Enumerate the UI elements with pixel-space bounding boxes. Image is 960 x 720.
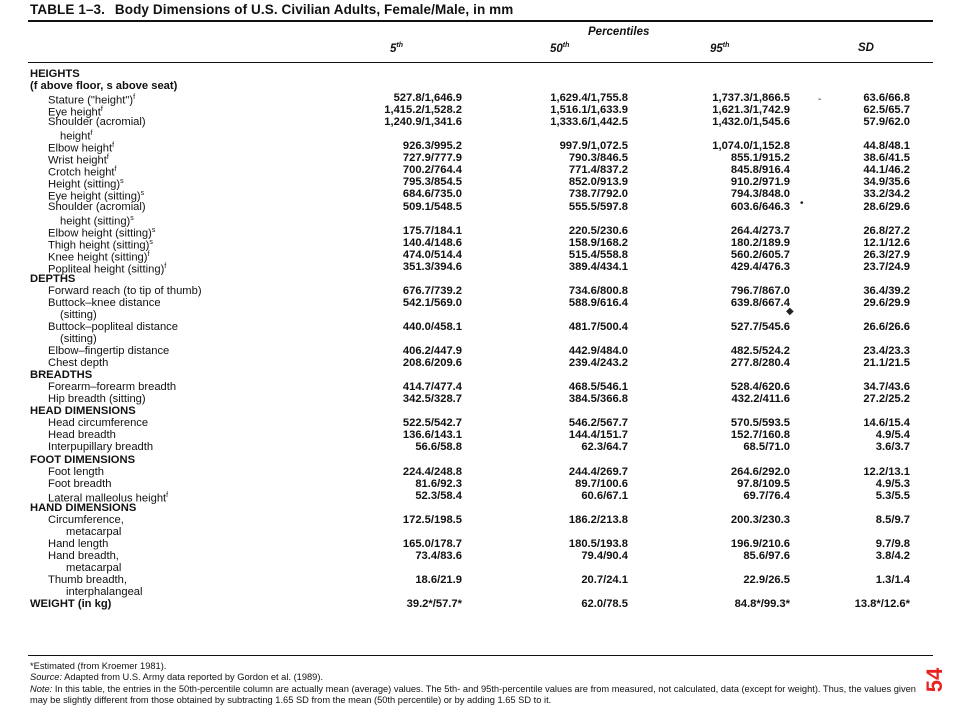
value-sd: 57.9/62.0 bbox=[863, 116, 910, 129]
label-superscript: f bbox=[114, 166, 117, 174]
table-number: TABLE 1–3. bbox=[30, 2, 106, 17]
table-title bbox=[30, 2, 930, 17]
table-row bbox=[30, 345, 930, 357]
table-row bbox=[30, 285, 930, 297]
table-row bbox=[30, 478, 930, 490]
value-sd: 13.8*/12.6* bbox=[854, 598, 910, 611]
table-row bbox=[30, 224, 930, 240]
value-sd: 23.7/24.9 bbox=[863, 260, 910, 273]
row-label: (sitting) bbox=[60, 333, 97, 346]
value-95th: 432.2/411.6 bbox=[731, 393, 790, 406]
value-50th: 60.6/67.1 bbox=[581, 489, 628, 502]
value-5th: 522.5/542.7 bbox=[402, 417, 462, 430]
section-heading: (f above floor, s above seat) bbox=[30, 80, 178, 93]
table-row bbox=[30, 550, 930, 562]
row-label: Hand breadth, bbox=[48, 549, 119, 562]
value-sd: 14.6/15.4 bbox=[863, 417, 910, 430]
value-95th: 1,737.3/1,866.5 bbox=[712, 92, 790, 105]
value-50th: 180.5/193.8 bbox=[568, 537, 628, 550]
value-sd: 1.3/1.4 bbox=[875, 573, 910, 586]
table-row bbox=[30, 188, 930, 204]
value-sd: 38.6/41.5 bbox=[863, 152, 910, 165]
row-label: Hip breadth (sitting) bbox=[48, 393, 146, 406]
scan-mark: - bbox=[818, 94, 822, 105]
value-5th: 172.5/198.5 bbox=[402, 513, 462, 526]
table-row bbox=[30, 176, 930, 192]
value-sd: 36.4/39.2 bbox=[863, 284, 910, 297]
section-row bbox=[30, 80, 930, 92]
row-label: Shoulder (acromial) bbox=[48, 200, 146, 213]
percentiles-header: Percentiles bbox=[588, 26, 650, 38]
row-label: interphalangeal bbox=[66, 586, 143, 599]
row-label: height bbox=[60, 130, 91, 143]
row-label: Eye height bbox=[48, 106, 101, 119]
table-row bbox=[30, 128, 930, 143]
value-sd: 5.3/5.5 bbox=[875, 489, 910, 502]
value-sd: 21.1/21.5 bbox=[863, 357, 910, 370]
col-header-sd: SD bbox=[858, 42, 874, 54]
label-superscript: f bbox=[106, 154, 109, 162]
value-95th: 84.8*/99.3* bbox=[734, 598, 790, 611]
table-row bbox=[30, 562, 930, 574]
table-row bbox=[30, 489, 930, 505]
label-superscript: f bbox=[166, 491, 169, 499]
table-row bbox=[30, 441, 930, 453]
table-row bbox=[30, 201, 930, 213]
row-label: Forward reach (to tip of thumb) bbox=[48, 284, 202, 297]
value-sd: 12.1/12.6 bbox=[863, 236, 910, 249]
value-95th: 639.8/667.4 bbox=[730, 296, 790, 309]
value-95th: 22.9/26.5 bbox=[743, 573, 790, 586]
row-label: Popliteal height (sitting) bbox=[48, 263, 165, 276]
section-row bbox=[30, 68, 930, 80]
value-5th: 73.4/83.6 bbox=[415, 549, 462, 562]
value-5th: 414.7/477.4 bbox=[402, 381, 462, 394]
value-5th: 165.0/178.7 bbox=[402, 537, 462, 550]
value-50th: 239.4/243.2 bbox=[568, 357, 628, 370]
section-row bbox=[30, 273, 930, 285]
table-row bbox=[30, 586, 930, 598]
value-5th: 52.3/58.4 bbox=[415, 489, 462, 502]
label-superscript: s bbox=[120, 178, 124, 186]
row-label: metacarpal bbox=[66, 525, 122, 538]
value-50th: 1,629.4/1,755.8 bbox=[550, 92, 628, 105]
value-95th: 97.8/109.5 bbox=[737, 477, 790, 490]
value-95th: 68.5/71.0 bbox=[743, 441, 790, 454]
value-50th: 62.3/64.7 bbox=[581, 441, 628, 454]
row-label: Foot breadth bbox=[48, 477, 112, 490]
value-5th: 700.2/764.4 bbox=[402, 164, 462, 177]
section-heading: DEPTHS bbox=[30, 272, 76, 285]
row-label: Buttock–knee distance bbox=[48, 296, 161, 309]
value-95th: 603.6/646.3 bbox=[730, 200, 790, 213]
table-row bbox=[30, 417, 930, 429]
row-label: Height (sitting) bbox=[48, 179, 121, 192]
value-95th: 1,432.0/1,545.6 bbox=[712, 116, 790, 129]
value-50th: 384.5/366.8 bbox=[568, 393, 628, 406]
value-5th: 676.7/739.2 bbox=[402, 284, 462, 297]
value-50th: 144.4/151.7 bbox=[568, 429, 628, 442]
value-50th: 738.7/792.0 bbox=[568, 188, 628, 201]
value-95th: 264.6/292.0 bbox=[730, 465, 790, 478]
value-sd: 27.2/25.2 bbox=[863, 393, 910, 406]
value-50th: 79.4/90.4 bbox=[581, 549, 628, 562]
value-5th: 81.6/92.3 bbox=[415, 477, 462, 490]
table-row bbox=[30, 526, 930, 538]
value-95th: 560.2/605.7 bbox=[730, 248, 790, 261]
row-label: Shoulder (acromial) bbox=[48, 116, 146, 129]
value-sd: 62.5/65.7 bbox=[863, 104, 910, 117]
row-label: Head breadth bbox=[48, 429, 116, 442]
value-sd: 44.8/48.1 bbox=[863, 140, 910, 153]
table-row bbox=[30, 574, 930, 586]
value-95th: 85.6/97.6 bbox=[743, 549, 790, 562]
note-main: Note: In this table, the entries in the 50th-percentile column are actually mean (average) values. The 5th- and 95th-percentile values are from measured, not calculated, data (except for weight). Thus, the values given may be slightly different from those obtained by subtracting 1.65 SD from the mean (50th percentile) or by adding 1.65 SD to it. bbox=[30, 683, 916, 706]
value-95th: 277.8/280.4 bbox=[730, 357, 790, 370]
value-sd: 26.6/26.6 bbox=[863, 320, 910, 333]
value-5th: 926.3/995.2 bbox=[402, 140, 462, 153]
section-heading: HEIGHTS bbox=[30, 68, 80, 80]
col-header-5th: 5th bbox=[390, 42, 404, 55]
table-row bbox=[30, 152, 930, 168]
value-5th: 208.6/209.6 bbox=[402, 357, 462, 370]
value-50th: 546.2/567.7 bbox=[568, 417, 628, 430]
table-row bbox=[30, 236, 930, 252]
value-5th: 527.8/1,646.9 bbox=[393, 92, 462, 105]
value-sd: 28.6/29.6 bbox=[863, 200, 910, 213]
table-row bbox=[30, 538, 930, 550]
row-label: Thumb breadth, bbox=[48, 573, 127, 586]
row-label: Interpupillary breadth bbox=[48, 441, 154, 454]
row-label: Foot length bbox=[48, 465, 104, 478]
row-label: Chest depth bbox=[48, 357, 109, 370]
row-label: Knee height (sitting) bbox=[48, 251, 148, 264]
value-50th: 20.7/24.1 bbox=[581, 573, 628, 586]
value-95th: 200.3/230.3 bbox=[730, 513, 790, 526]
table-row bbox=[30, 104, 930, 119]
row-label: Elbow height bbox=[48, 143, 113, 156]
value-5th: 140.4/148.6 bbox=[402, 236, 462, 249]
col-header-50th: 50th bbox=[550, 42, 570, 55]
value-95th: 910.2/971.9 bbox=[730, 176, 790, 189]
label-superscript: f bbox=[133, 94, 136, 102]
value-5th: 795.3/854.5 bbox=[402, 176, 462, 189]
value-50th: 468.5/546.1 bbox=[568, 381, 628, 394]
table-row bbox=[30, 297, 930, 309]
value-50th: 515.4/558.8 bbox=[568, 248, 628, 261]
row-label: Circumference, bbox=[48, 513, 124, 526]
value-5th: 136.6/143.1 bbox=[402, 429, 462, 442]
value-sd: 12.2/13.1 bbox=[863, 465, 910, 478]
label-superscript: s bbox=[151, 226, 156, 234]
section-row bbox=[30, 454, 930, 466]
value-sd: 29.6/29.9 bbox=[863, 296, 910, 309]
label-superscript: f bbox=[147, 250, 150, 258]
value-sd: 23.4/23.3 bbox=[863, 345, 910, 358]
value-sd: 3.8/4.2 bbox=[875, 549, 910, 562]
row-label: Eye height (sitting) bbox=[48, 191, 141, 204]
value-sd: 4.9/5.3 bbox=[875, 477, 910, 490]
value-50th: 89.7/100.6 bbox=[575, 477, 628, 490]
value-95th: 482.5/524.2 bbox=[730, 345, 790, 358]
value-95th: 528.4/620.6 bbox=[730, 381, 790, 394]
value-5th: 440.0/458.1 bbox=[402, 320, 462, 333]
label-superscript: s bbox=[140, 190, 145, 198]
value-50th: 997.9/1,072.5 bbox=[559, 140, 628, 153]
value-50th: 62.0/78.5 bbox=[581, 598, 628, 611]
value-50th: 389.4/434.1 bbox=[568, 260, 628, 273]
table-row bbox=[30, 92, 930, 107]
section-row bbox=[30, 598, 930, 610]
value-5th: 175.7/184.1 bbox=[402, 224, 462, 237]
label-superscript: f bbox=[164, 262, 167, 270]
table-row bbox=[30, 333, 930, 345]
value-5th: 727.9/777.9 bbox=[402, 152, 462, 165]
value-95th: 845.8/916.4 bbox=[730, 164, 790, 177]
header-rule bbox=[28, 62, 933, 63]
value-50th: 734.6/800.8 bbox=[568, 284, 628, 297]
value-50th: 1,333.6/1,442.5 bbox=[550, 116, 628, 129]
value-5th: 18.6/21.9 bbox=[415, 573, 462, 586]
row-label: Stature ("height") bbox=[48, 94, 134, 107]
value-95th: 794.3/848.0 bbox=[730, 188, 790, 201]
value-95th: 69.7/76.4 bbox=[743, 489, 790, 502]
value-95th: 180.2/189.9 bbox=[730, 236, 790, 249]
row-label: Elbow height (sitting) bbox=[48, 227, 152, 240]
value-5th: 39.2*/57.7* bbox=[406, 598, 462, 611]
value-5th: 474.0/514.4 bbox=[402, 248, 462, 261]
table-row bbox=[30, 309, 930, 321]
value-50th: 1,516.1/1,633.9 bbox=[550, 104, 628, 117]
section-heading: HEAD DIMENSIONS bbox=[30, 405, 136, 418]
note-estimated: *Estimated (from Kroemer 1981). bbox=[30, 661, 167, 671]
value-5th: 351.3/394.6 bbox=[402, 260, 462, 273]
row-label: (sitting) bbox=[60, 308, 97, 321]
row-label: Wrist height bbox=[48, 155, 107, 168]
value-5th: 1,240.9/1,341.6 bbox=[384, 116, 462, 129]
value-sd: 4.9/5.4 bbox=[875, 429, 910, 442]
table-row bbox=[30, 357, 930, 369]
table-title-text: Body Dimensions of U.S. Civilian Adults, Female/Male, in mm bbox=[114, 2, 514, 17]
value-50th: 852.0/913.9 bbox=[568, 176, 628, 189]
section-row bbox=[30, 369, 930, 381]
label-superscript: f bbox=[100, 106, 103, 114]
value-50th: 186.2/213.8 bbox=[568, 513, 628, 526]
value-sd: 8.5/9.7 bbox=[875, 513, 910, 526]
row-label: Hand length bbox=[48, 537, 109, 550]
section-heading: HAND DIMENSIONS bbox=[30, 501, 137, 514]
value-95th: 152.7/160.8 bbox=[730, 429, 790, 442]
table-row bbox=[30, 514, 930, 526]
table-row bbox=[30, 164, 930, 180]
value-5th: 509.1/548.5 bbox=[402, 200, 462, 213]
bottom-rule bbox=[28, 655, 933, 656]
label-superscript: f bbox=[90, 130, 93, 138]
section-row bbox=[30, 405, 930, 417]
table-row bbox=[30, 381, 930, 393]
value-sd: 33.2/34.2 bbox=[863, 188, 910, 201]
row-label: Thigh height (sitting) bbox=[48, 239, 150, 252]
dimensions-table bbox=[30, 68, 930, 610]
value-sd: 9.7/9.8 bbox=[875, 537, 910, 550]
table-row bbox=[30, 466, 930, 478]
value-sd: 63.6/66.8 bbox=[863, 92, 910, 105]
table-row bbox=[30, 260, 930, 276]
row-label: Buttock–popliteal distance bbox=[48, 320, 178, 333]
value-50th: 790.3/846.5 bbox=[568, 152, 628, 165]
value-sd: 34.7/43.6 bbox=[863, 381, 910, 394]
table-row bbox=[30, 321, 930, 333]
scan-mark: • bbox=[800, 198, 804, 209]
value-95th: 196.9/210.6 bbox=[730, 537, 790, 550]
table-notes bbox=[30, 661, 925, 707]
value-50th: 555.5/597.8 bbox=[568, 200, 628, 213]
value-5th: 224.4/248.8 bbox=[402, 465, 462, 478]
section-heading: FOOT DIMENSIONS bbox=[30, 453, 136, 466]
label-superscript: f bbox=[112, 142, 115, 150]
value-5th: 542.1/569.0 bbox=[402, 296, 462, 309]
value-95th: 429.4/476.3 bbox=[730, 260, 790, 273]
row-label: Forearm–forearm breadth bbox=[48, 381, 177, 394]
value-sd: 26.3/27.9 bbox=[863, 248, 910, 261]
table-row bbox=[30, 140, 930, 156]
value-95th: 570.5/593.5 bbox=[730, 417, 790, 430]
value-95th: 1,621.3/1,742.9 bbox=[712, 104, 790, 117]
label-superscript: s bbox=[149, 238, 153, 246]
value-5th: 56.6/58.8 bbox=[415, 441, 462, 454]
label-superscript: s bbox=[130, 214, 134, 222]
value-95th: 855.1/915.2 bbox=[730, 152, 790, 165]
row-label: Head circumference bbox=[48, 417, 149, 430]
value-95th: 264.4/273.7 bbox=[730, 224, 790, 237]
row-label: Elbow–fingertip distance bbox=[48, 345, 170, 358]
value-50th: 771.4/837.2 bbox=[568, 164, 628, 177]
row-label: metacarpal bbox=[66, 561, 122, 574]
page-number: 54 bbox=[922, 667, 947, 693]
table-row bbox=[30, 429, 930, 441]
row-label: Lateral malleolus height bbox=[48, 492, 167, 505]
value-95th: 527.7/545.6 bbox=[730, 320, 790, 333]
value-50th: 442.9/484.0 bbox=[568, 345, 628, 358]
value-50th: 158.9/168.2 bbox=[568, 236, 628, 249]
value-95th: 796.7/867.0 bbox=[730, 284, 790, 297]
value-50th: 244.4/269.7 bbox=[568, 465, 628, 478]
table-row bbox=[30, 393, 930, 405]
table-row bbox=[30, 213, 930, 228]
section-heading: BREADTHS bbox=[30, 369, 93, 382]
value-50th: 481.7/500.4 bbox=[568, 320, 628, 333]
value-sd: 34.9/35.6 bbox=[863, 176, 910, 189]
value-5th: 684.6/735.0 bbox=[402, 188, 462, 201]
note-source: Source: Adapted from U.S. Army data reported by Gordon et al. (1989). bbox=[30, 672, 324, 683]
section-row bbox=[30, 502, 930, 514]
value-50th: 588.9/616.4 bbox=[568, 296, 628, 309]
value-sd: 26.8/27.2 bbox=[863, 224, 910, 237]
row-label: height (sitting) bbox=[60, 215, 131, 228]
top-rule bbox=[28, 20, 933, 22]
value-5th: 1,415.2/1,528.2 bbox=[384, 104, 462, 117]
section-heading: WEIGHT (in kg) bbox=[30, 598, 112, 611]
value-5th: 406.2/447.9 bbox=[402, 345, 462, 358]
row-label: Crotch height bbox=[48, 167, 115, 180]
value-5th: 342.5/328.7 bbox=[402, 393, 462, 406]
table-row bbox=[30, 116, 930, 128]
value-sd: 3.6/3.7 bbox=[875, 441, 910, 454]
value-95th: 1,074.0/1,152.8 bbox=[712, 140, 790, 153]
scan-mark: ◆ bbox=[786, 306, 794, 317]
table-row bbox=[30, 248, 930, 264]
value-sd: 44.1/46.2 bbox=[863, 164, 910, 177]
value-50th: 220.5/230.6 bbox=[568, 224, 628, 237]
col-header-95th: 95th bbox=[710, 42, 730, 55]
